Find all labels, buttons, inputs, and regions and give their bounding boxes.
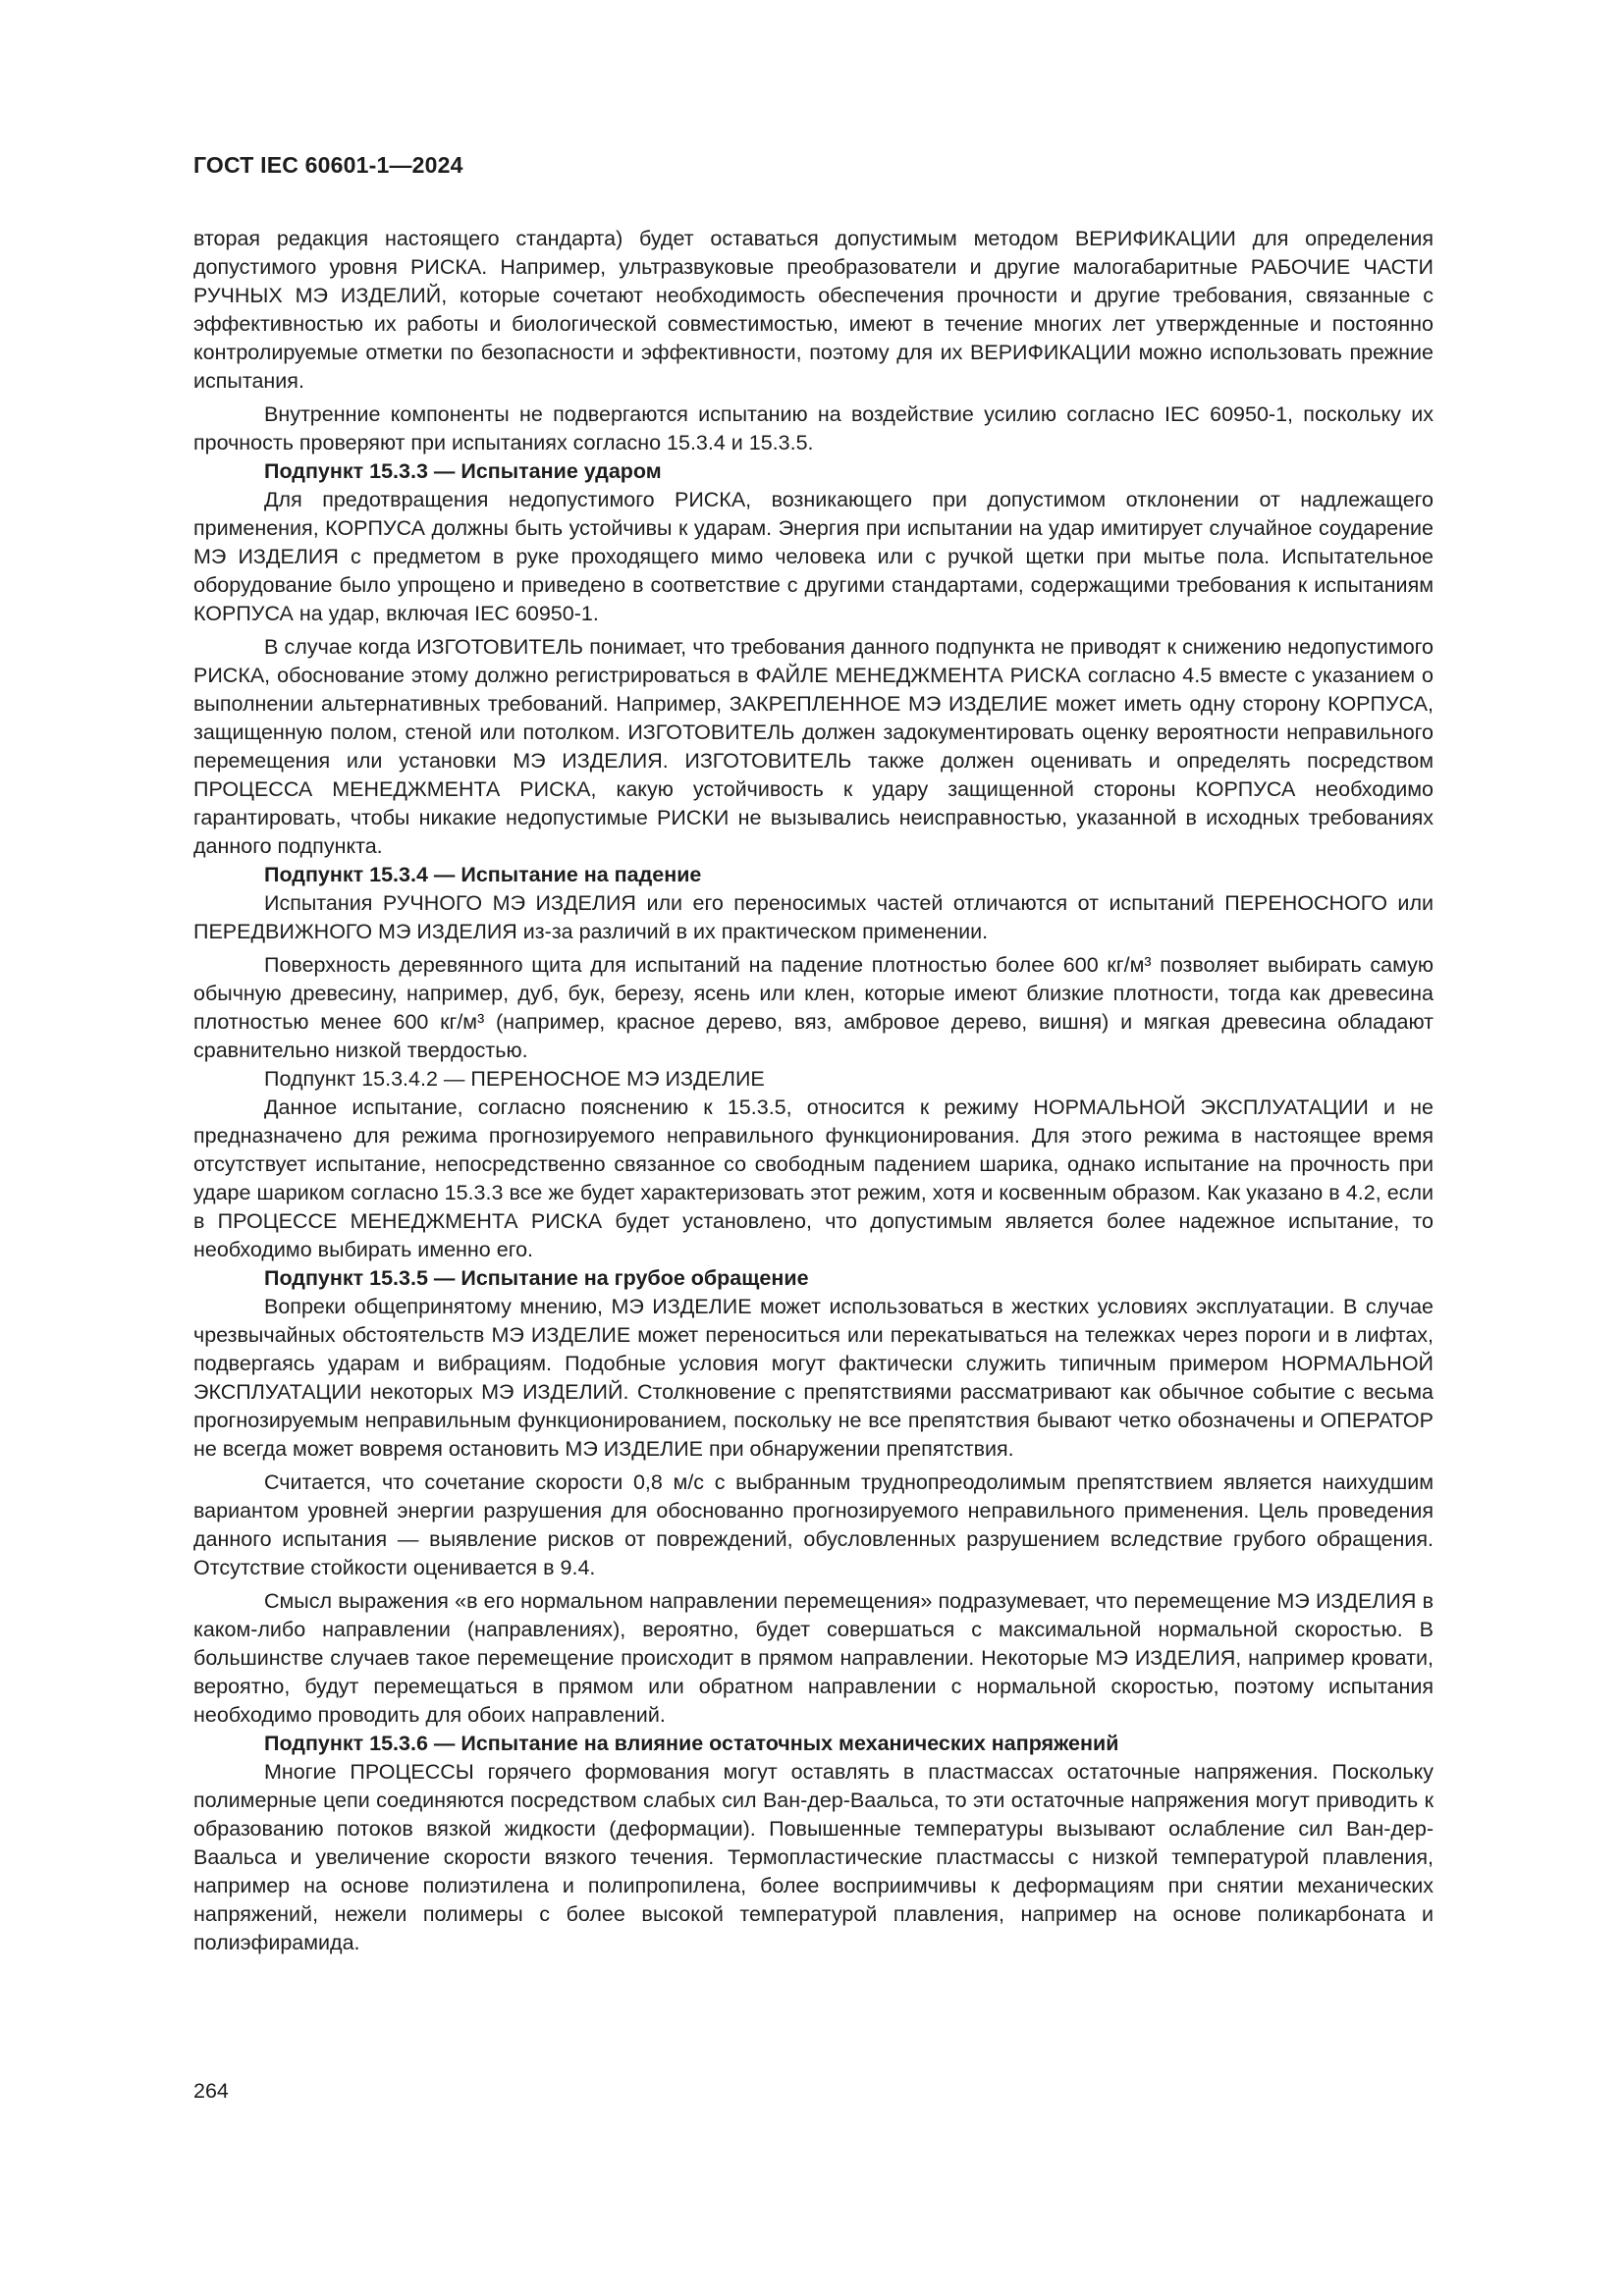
subclause-heading: Подпункт 15.3.5 — Испытание на грубое обращение [264,1266,809,1290]
subclause-heading: Подпункт 15.3.6 — Испытание на влияние остаточных механических напряжений [264,1732,1119,1755]
standard-header: ГОСТ IEC 60601-1—2024 [193,152,463,178]
body-paragraph: Многие ПРОЦЕССЫ горячего формования могут оставлять в пластмассах остаточные напряжения. Поскольку полимерные цепи соединяются посредством слабых сил Ван-дер-Ваальса, то эти остаточные напряжения могут приводить к образованию потоков вязкой жидкости (деформации). Повышенные температуры вызывают ослабление сил Ван-дер-Ваальса и увеличение скорости вязкого течения. Термопластические пластмассы с низкой температурой плавления, например на основе полиэтилена и полипропилена, более восприимчивы к деформациям при снятии механических напряжений, нежели полимеры с более высокой температурой плавления, например на основе поликарбоната и полиэфирамида. [193,1760,1434,1954]
subclause-heading: Подпункт 15.3.4 — Испытание на падение [264,863,702,886]
body-paragraph: В случае когда ИЗГОТОВИТЕЛЬ понимает, что требования данного подпункта не приводят к снижению недопустимого РИСКА, обоснование этому должно регистрироваться в ФАЙЛЕ МЕНЕДЖМЕНТА РИСКА согласно 4.5 вместе с указанием о выполнении альтернативных требований. Например, ЗАКРЕПЛЕННОЕ МЭ ИЗДЕЛИЕ может иметь одну сторону КОРПУСА, защищенную полом, стеной или потолком. ИЗГОТОВИТЕЛЬ должен задокументировать оценку вероятности неправильного перемещения или установки МЭ ИЗДЕЛИЯ. ИЗГОТОВИТЕЛЬ также должен оценивать и определять посредством ПРОЦЕССА МЕНЕДЖМЕНТА РИСКА, какую устойчивость к удару защищенной стороны КОРПУСА необходимо гарантировать, чтобы никакие недопустимые РИСКИ не вызывались неисправностью, указанной в исходных требованиях данного подпункта. [193,635,1434,858]
body-paragraph: Внутренние компоненты не подвергаются испытанию на воздействие усилию согласно IEC 60950-1, поскольку их прочность проверяют при испытаниях согласно 15.3.4 и 15.3.5. [193,402,1434,454]
page-number: 264 [193,2079,229,2103]
subclause-heading: Подпункт 15.3.4.2 — ПЕРЕНОСНОЕ МЭ ИЗДЕЛИЕ [264,1067,765,1091]
body-paragraph: Смысл выражения «в его нормальном направлении перемещения» подразумевает, что перемещение МЭ ИЗДЕЛИЯ в каком-либо направлении (направлениях), вероятно, будет совершаться с максимальной нормальной скоростью. В большинстве случаев такое перемещение происходит в прямом направлении. Некоторые МЭ ИЗДЕЛИЯ, например кровати, вероятно, будут перемещаться в прямом или обратном направлении с нормальной скоростью, поэтому испытания необходимо проводить для обоих направлений. [193,1589,1434,1727]
subclause-heading: Подпункт 15.3.3 — Испытание ударом [264,459,662,483]
body-paragraph: Для предотвращения недопустимого РИСКА, возникающего при допустимом отклонении от надлежащего применения, КОРПУСА должны быть устойчивы к ударам. Энергия при испытании на удар имитирует случайное соударение МЭ ИЗДЕЛИЯ с предметом в руке проходящего мимо человека или с ручкой щетки при мытье пола. Испытательное оборудование было упрощено и приведено в соответствие с другими стандартами, содержащими требования к испытаниям КОРПУСА на удар, включая IEC 60950-1. [193,488,1434,625]
body-paragraph: Считается, что сочетание скорости 0,8 м/с с выбранным труднопреодолимым препятствием является наихудшим вариантом уровней энергии разрушения для обоснованно прогнозируемого неправильного применения. Цель проведения данного испытания — выявление рисков от повреждений, обусловленных разрушением вследствие грубого обращения. Отсутствие стойкости оценивается в 9.4. [193,1470,1434,1579]
document-body [193,225,1434,1957]
body-paragraph: Вопреки общепринятому мнению, МЭ ИЗДЕЛИЕ может использоваться в жестких условиях эксплуатации. В случае чрезвычайных обстоятельств МЭ ИЗДЕЛИЕ может переноситься или перекатываться на тележках через пороги и в лифтах, подвергаясь ударам и вибрациям. Подобные условия могут фактически служить типичным примером НОРМАЛЬНОЙ ЭКСПЛУАТАЦИИ некоторых МЭ ИЗДЕЛИЙ. Столкновение с препятствиями рассматривают как обычное событие с весьма прогнозируемым неправильным функционированием, поскольку не все препятствия бывают четко обозначены и ОПЕРАТОР не всегда может вовремя остановить МЭ ИЗДЕЛИЕ при обнаружении препятствия. [193,1295,1434,1461]
body-paragraph: Данное испытание, согласно пояснению к 15.3.5, относится к режиму НОРМАЛЬНОЙ ЭКСПЛУАТАЦИИ и не предназначено для режима прогнозируемого неправильного функционирования. Для этого режима в настоящее время отсутствует испытание, непосредственно связанное со свободным падением шарика, однако испытание на прочность при ударе шариком согласно 15.3.3 все же будет характеризовать этот режим, хотя и косвенным образом. Как указано в 4.2, если в ПРОЦЕССЕ МЕНЕДЖМЕНТА РИСКА будет установлено, что допустимым является более надежное испытание, то необходимо выбирать именно его. [193,1095,1434,1261]
body-paragraph: Испытания РУЧНОГО МЭ ИЗДЕЛИЯ или его переносимых частей отличаются от испытаний ПЕРЕНОСНОГО или ПЕРЕДВИЖНОГО МЭ ИЗДЕЛИЯ из-за различий в их практическом применении. [193,891,1434,943]
body-paragraph: вторая редакция настоящего стандарта) будет оставаться допустимым методом ВЕРИФИКАЦИИ для определения допустимого уровня РИСКА. Например, ультразвуковые преобразователи и другие малогабаритные РАБОЧИЕ ЧАСТИ РУЧНЫХ МЭ ИЗДЕЛИЙ, которые сочетают необходимость обеспечения прочности и другие требования, связанные с эффективностью их работы и биологической совместимостью, имеют в течение многих лет утвержденные и постоянно контролируемые отметки по безопасности и эффективности, поэтому для их ВЕРИФИКАЦИИ можно использовать прежние испытания. [193,227,1434,393]
body-paragraph: Поверхность деревянного щита для испытаний на падение плотностью более 600 кг/м³ позволяет выбирать самую обычную древесину, например, дуб, бук, березу, ясень или клен, которые имеют близкие плотности, тогда как древесина плотностью менее 600 кг/м³ (например, красное дерево, вяз, амбровое дерево, вишня) и мягкая древесина обладают сравнительно низкой твердостью. [193,953,1434,1062]
